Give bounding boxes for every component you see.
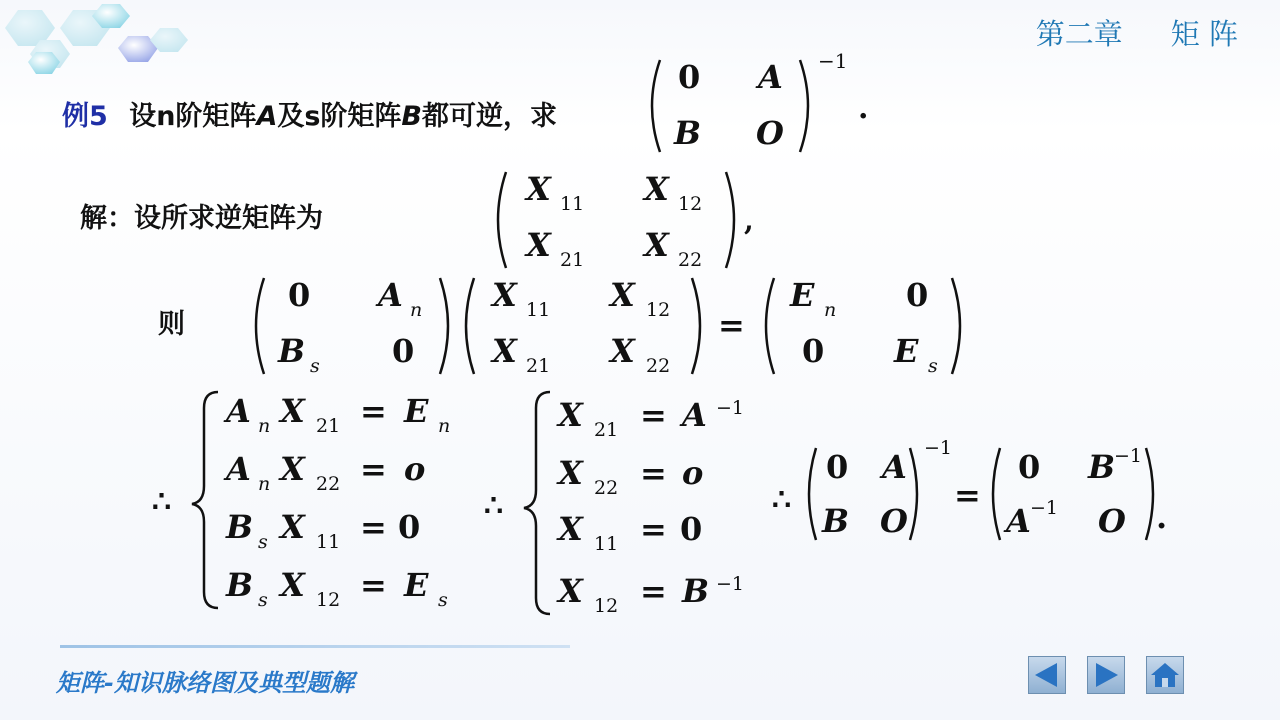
svg-text:12: 12: [646, 299, 671, 321]
eq-r-00: E: [790, 276, 815, 314]
pm-11: O: [756, 114, 784, 152]
svg-text:X: X: [558, 572, 583, 610]
system-1: [223, 392, 450, 611]
problem-text-3: 都可逆，求: [422, 101, 558, 132]
pm-end: .: [858, 91, 869, 126]
res-l-00: 0: [826, 448, 849, 486]
um-x11: X: [526, 170, 551, 208]
res-r-11: O: [1098, 502, 1126, 540]
svg-text:E: E: [404, 566, 429, 604]
svg-text:−1: −1: [924, 437, 953, 459]
svg-text:22: 22: [316, 473, 341, 495]
svg-text:21: 21: [316, 415, 341, 437]
eq-r-10: 0: [802, 332, 825, 370]
svg-text:=: =: [640, 572, 667, 610]
svg-text:s: s: [258, 589, 268, 611]
eq-r-01: 0: [906, 276, 929, 314]
problem-text-2: 及s阶矩阵: [277, 101, 402, 132]
svg-text:E: E: [404, 392, 429, 430]
svg-text:=: =: [360, 566, 387, 604]
equation: [244, 272, 984, 384]
svg-text:=: =: [640, 396, 667, 434]
svg-text:=: =: [360, 450, 387, 488]
next-button[interactable]: [1087, 656, 1125, 694]
svg-text:21: 21: [560, 249, 585, 271]
problem-text-1: 设n阶矩阵: [129, 101, 257, 132]
eq-equals: =: [718, 306, 745, 344]
svg-text:22: 22: [594, 477, 619, 499]
svg-text:22: 22: [678, 249, 703, 271]
pm-exp: −1: [818, 49, 848, 73]
problem-statement: [62, 94, 557, 133]
svg-text:n: n: [258, 473, 271, 495]
svg-text:−1: −1: [716, 397, 745, 419]
svg-text:21: 21: [526, 355, 551, 377]
eq-r-11: E: [894, 332, 919, 370]
next-icon: [1088, 657, 1124, 693]
svg-text:0: 0: [680, 510, 703, 548]
footer-title: 矩阵-知识脉络图及典型题解: [56, 669, 354, 697]
home-button[interactable]: [1146, 656, 1184, 694]
um-x22: X: [644, 226, 669, 264]
svg-text:n: n: [824, 299, 837, 321]
svg-text:=: =: [360, 508, 387, 546]
svg-text:B: B: [682, 572, 710, 610]
svg-text:n: n: [438, 415, 451, 437]
svg-text:21: 21: [594, 419, 619, 441]
svg-text:s: s: [258, 531, 268, 553]
svg-text:0: 0: [398, 508, 421, 546]
eq-m-10: X: [492, 332, 517, 370]
svg-text:s: s: [438, 589, 448, 611]
footer-divider: [60, 645, 570, 648]
svg-text:A: A: [226, 450, 251, 488]
var-B: B: [401, 101, 423, 132]
svg-text:n: n: [258, 415, 271, 437]
svg-text:X: X: [558, 510, 583, 548]
eq-l-10: B: [278, 332, 306, 370]
pm-10: B: [674, 114, 702, 152]
res-l-01: A: [882, 448, 907, 486]
svg-text:11: 11: [594, 533, 619, 555]
um-comma: ,: [744, 204, 754, 237]
example-label: 例5: [62, 101, 108, 132]
therefore-3: ∴: [772, 483, 792, 518]
pm-01: A: [758, 58, 783, 96]
um-x12: X: [644, 170, 669, 208]
svg-text:B: B: [226, 508, 254, 546]
svg-text:X: X: [280, 566, 305, 604]
svg-text:=: =: [640, 510, 667, 548]
eq-l-00: 0: [288, 276, 311, 314]
previous-button[interactable]: [1028, 656, 1066, 694]
svg-text:s: s: [310, 355, 320, 377]
svg-text:−1: −1: [1030, 497, 1059, 519]
svg-text:X: X: [280, 392, 305, 430]
res-r-01: B: [1088, 448, 1116, 486]
um-x21: X: [526, 226, 551, 264]
res-eq: =: [954, 476, 981, 514]
svg-text:12: 12: [678, 193, 703, 215]
svg-text:s: s: [928, 355, 938, 377]
svg-text:o: o: [404, 450, 426, 488]
eq-l-01: A: [378, 276, 403, 314]
eq-m-11: X: [610, 332, 635, 370]
svg-text:o: o: [682, 454, 704, 492]
section-label: 矩 阵: [1170, 17, 1238, 51]
svg-text:22: 22: [646, 355, 671, 377]
res-end: .: [1156, 498, 1168, 536]
eq-l-11: 0: [392, 332, 415, 370]
svg-text:−1: −1: [1114, 445, 1143, 467]
therefore-2: ∴: [484, 489, 504, 524]
svg-text:=: =: [640, 454, 667, 492]
then-label: 则: [158, 309, 185, 340]
unknown-matrix: [488, 166, 778, 274]
svg-text:X: X: [558, 396, 583, 434]
svg-text:A: A: [682, 396, 707, 434]
decorative-hexagons: [0, 0, 200, 90]
svg-text:−1: −1: [716, 573, 745, 595]
solution-systems: [148, 388, 1188, 620]
previous-icon: [1029, 657, 1065, 693]
chapter-heading: [1036, 12, 1238, 53]
system-2: [556, 396, 744, 617]
res-l-11: O: [880, 502, 908, 540]
chapter-label: 第二章: [1035, 17, 1123, 51]
svg-text:n: n: [410, 299, 423, 321]
var-A: A: [256, 101, 278, 132]
therefore-1: ∴: [152, 485, 172, 520]
svg-text:11: 11: [316, 531, 341, 553]
svg-text:11: 11: [526, 299, 551, 321]
res-l-10: B: [822, 502, 850, 540]
eq-m-01: X: [610, 276, 635, 314]
svg-text:B: B: [226, 566, 254, 604]
svg-text:A: A: [226, 392, 251, 430]
res-r-10: A: [1006, 502, 1031, 540]
res-r-00: 0: [1018, 448, 1041, 486]
pm-00: 0: [678, 58, 701, 96]
solution-intro: 解：设所求逆矩阵为: [80, 203, 323, 234]
svg-text:X: X: [558, 454, 583, 492]
svg-text:11: 11: [560, 193, 585, 215]
svg-text:X: X: [280, 508, 305, 546]
svg-text:=: =: [360, 392, 387, 430]
svg-text:X: X: [280, 450, 305, 488]
svg-text:12: 12: [594, 595, 619, 617]
svg-text:12: 12: [316, 589, 341, 611]
home-icon: [1147, 657, 1183, 693]
eq-m-00: X: [492, 276, 517, 314]
problem-matrix: [640, 49, 880, 162]
